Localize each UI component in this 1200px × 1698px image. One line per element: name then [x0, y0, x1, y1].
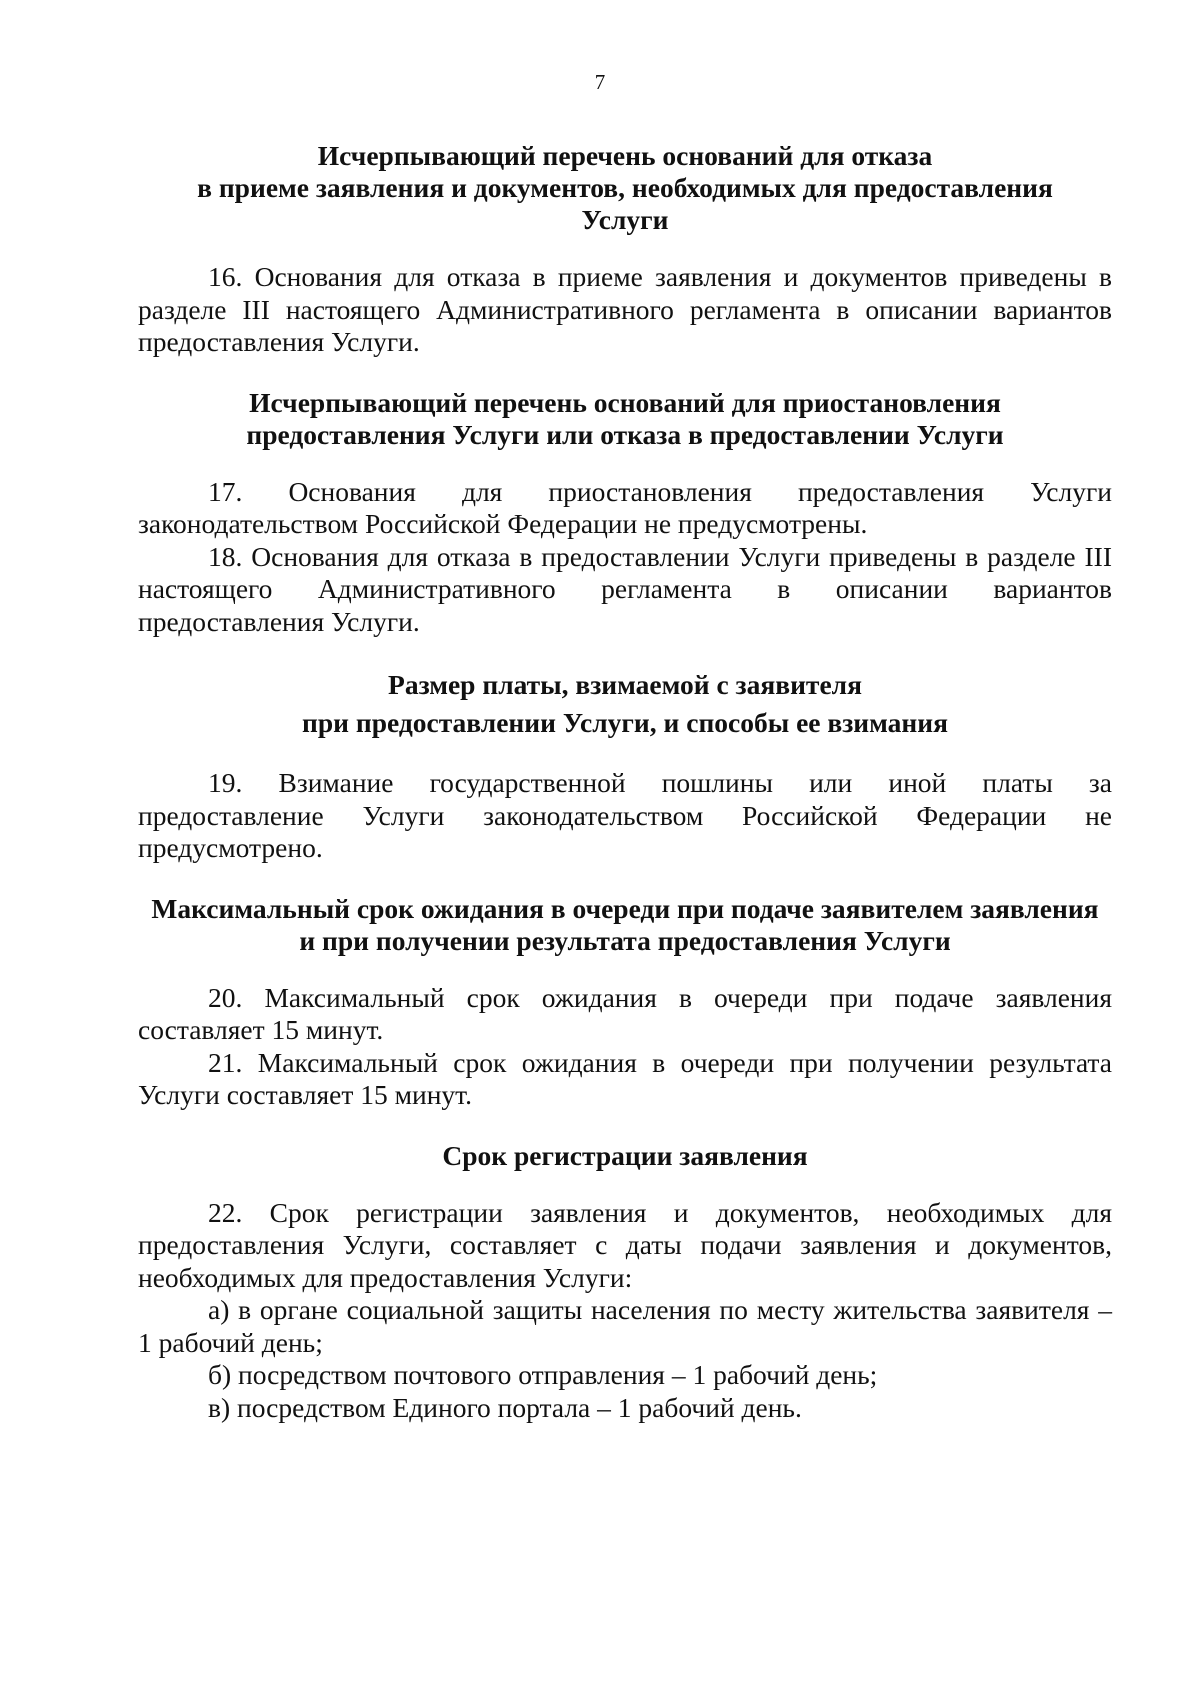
paragraph-line: 19. Взимание государственной пошлины или иной платы за [208, 767, 1112, 798]
paragraph-line: настоящего Административного регламента в описании вариантов [138, 573, 1112, 604]
list-item-c: в) посредством Единого портала – 1 рабочий день. [208, 1391, 802, 1423]
paragraph-line: предоставление Услуги законодательством Российской Федерации не [138, 799, 1112, 831]
paragraph-line: 17. Основания для приостановления предоставления Услуги [208, 475, 1112, 507]
paragraph-line: предоставления Услуги. [138, 326, 420, 357]
paragraph-line: 22. Срок регистрации заявления и документов, необходимых для [208, 1196, 1112, 1228]
paragraph-line: 21. Максимальный срок ожидания в очереди при получении результата [208, 1046, 1112, 1078]
heading-line: и при получении результата предоставления Услуги [299, 924, 951, 956]
list-item-line: а) в органе социальной защиты населения по месту жительства заявителя – [208, 1294, 1112, 1325]
heading-line: предоставления Услуги или отказа в предоставлении Услуги [246, 418, 1004, 450]
list-item-line: 1 рабочий день; [138, 1326, 323, 1358]
paragraph-line: 18. Основания для отказа в предоставлении Услуги приведены в разделе III [208, 540, 1112, 572]
paragraph-22 [138, 1197, 1112, 1295]
paragraph-line: Услуги составляет 15 минут. [138, 1079, 473, 1110]
paragraph-line: предоставления Услуги, составляет с даты подачи заявления и документов, [138, 1229, 1112, 1260]
section-heading-fee [138, 666, 1112, 742]
heading-line: Исчерпывающий перечень оснований для отказа [317, 140, 933, 171]
paragraph-line: 20. Максимальный срок ожидания в очереди при подаче заявления [208, 981, 1112, 1013]
paragraph-19 [138, 767, 1112, 865]
paragraph-17 [138, 476, 1112, 541]
heading-line: в приеме заявления и документов, необходимых для предоставления [197, 172, 1053, 203]
section-heading-queue-time [138, 893, 1112, 957]
heading-line: Максимальный срок ожидания в очереди при подаче заявителем заявления [151, 892, 1099, 924]
section-heading-registration-term [138, 1140, 1112, 1172]
paragraph-21 [138, 1047, 1112, 1112]
section-heading-refusal-acceptance [138, 140, 1112, 236]
paragraph-line: разделе III настоящего Административного регламента в описании вариантов [138, 293, 1112, 325]
paragraph-20 [138, 982, 1112, 1047]
paragraph-line: составляет 15 минут. [138, 1014, 384, 1045]
paragraph-line: предусмотрено. [138, 832, 323, 863]
list-item-a [138, 1294, 1112, 1359]
paragraph-18 [138, 541, 1112, 639]
page-number: 7 [594, 70, 606, 94]
heading-line: Размер платы, взимаемой с заявителя [388, 669, 862, 700]
section-heading-suspension [138, 387, 1112, 451]
paragraph-16 [138, 261, 1112, 359]
paragraph-line: необходимых для предоставления Услуги: [138, 1261, 633, 1293]
document-body [138, 140, 1112, 1424]
list-item-b: б) посредством почтового отправления – 1 рабочий день; [208, 1359, 878, 1390]
heading-line: Срок регистрации заявления [442, 1139, 808, 1171]
paragraph-line: предоставления Услуги. [138, 605, 420, 637]
paragraph-line: законодательством Российской Федерации не предусмотрены. [138, 508, 868, 539]
heading-line: при предоставлении Услуги, и способы ее взимания [302, 707, 948, 738]
paragraph-line: 16. Основания для отказа в приеме заявления и документов приведены в [208, 261, 1112, 292]
heading-line: Исчерпывающий перечень оснований для приостановления [249, 386, 1001, 418]
heading-line: Услуги [581, 204, 669, 235]
